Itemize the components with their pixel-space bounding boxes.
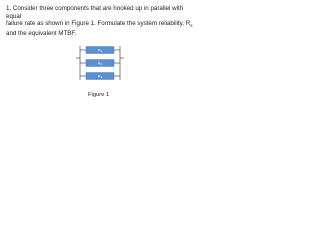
question-line-1: 1. Consider three components that are hooked up in parallel with equal: [6, 5, 184, 20]
component-box-3: [86, 73, 114, 80]
question-line-2-text: failure rate as shown in Figure 1. Formulate the system reliability, R: [6, 20, 191, 28]
component-box-1: [86, 47, 114, 54]
parallel-diagram: [0, 0, 200, 117]
component-box-2: [86, 60, 114, 67]
component-label-1: R₁: [97, 47, 103, 53]
question-line-3: and the equivalent MTBF.: [6, 30, 77, 38]
figure-caption: Figure 1: [88, 92, 110, 98]
question-line-2-subscript: s: [190, 23, 193, 29]
component-label-2: R₂: [97, 60, 103, 66]
component-label-3: R₃: [97, 73, 103, 79]
